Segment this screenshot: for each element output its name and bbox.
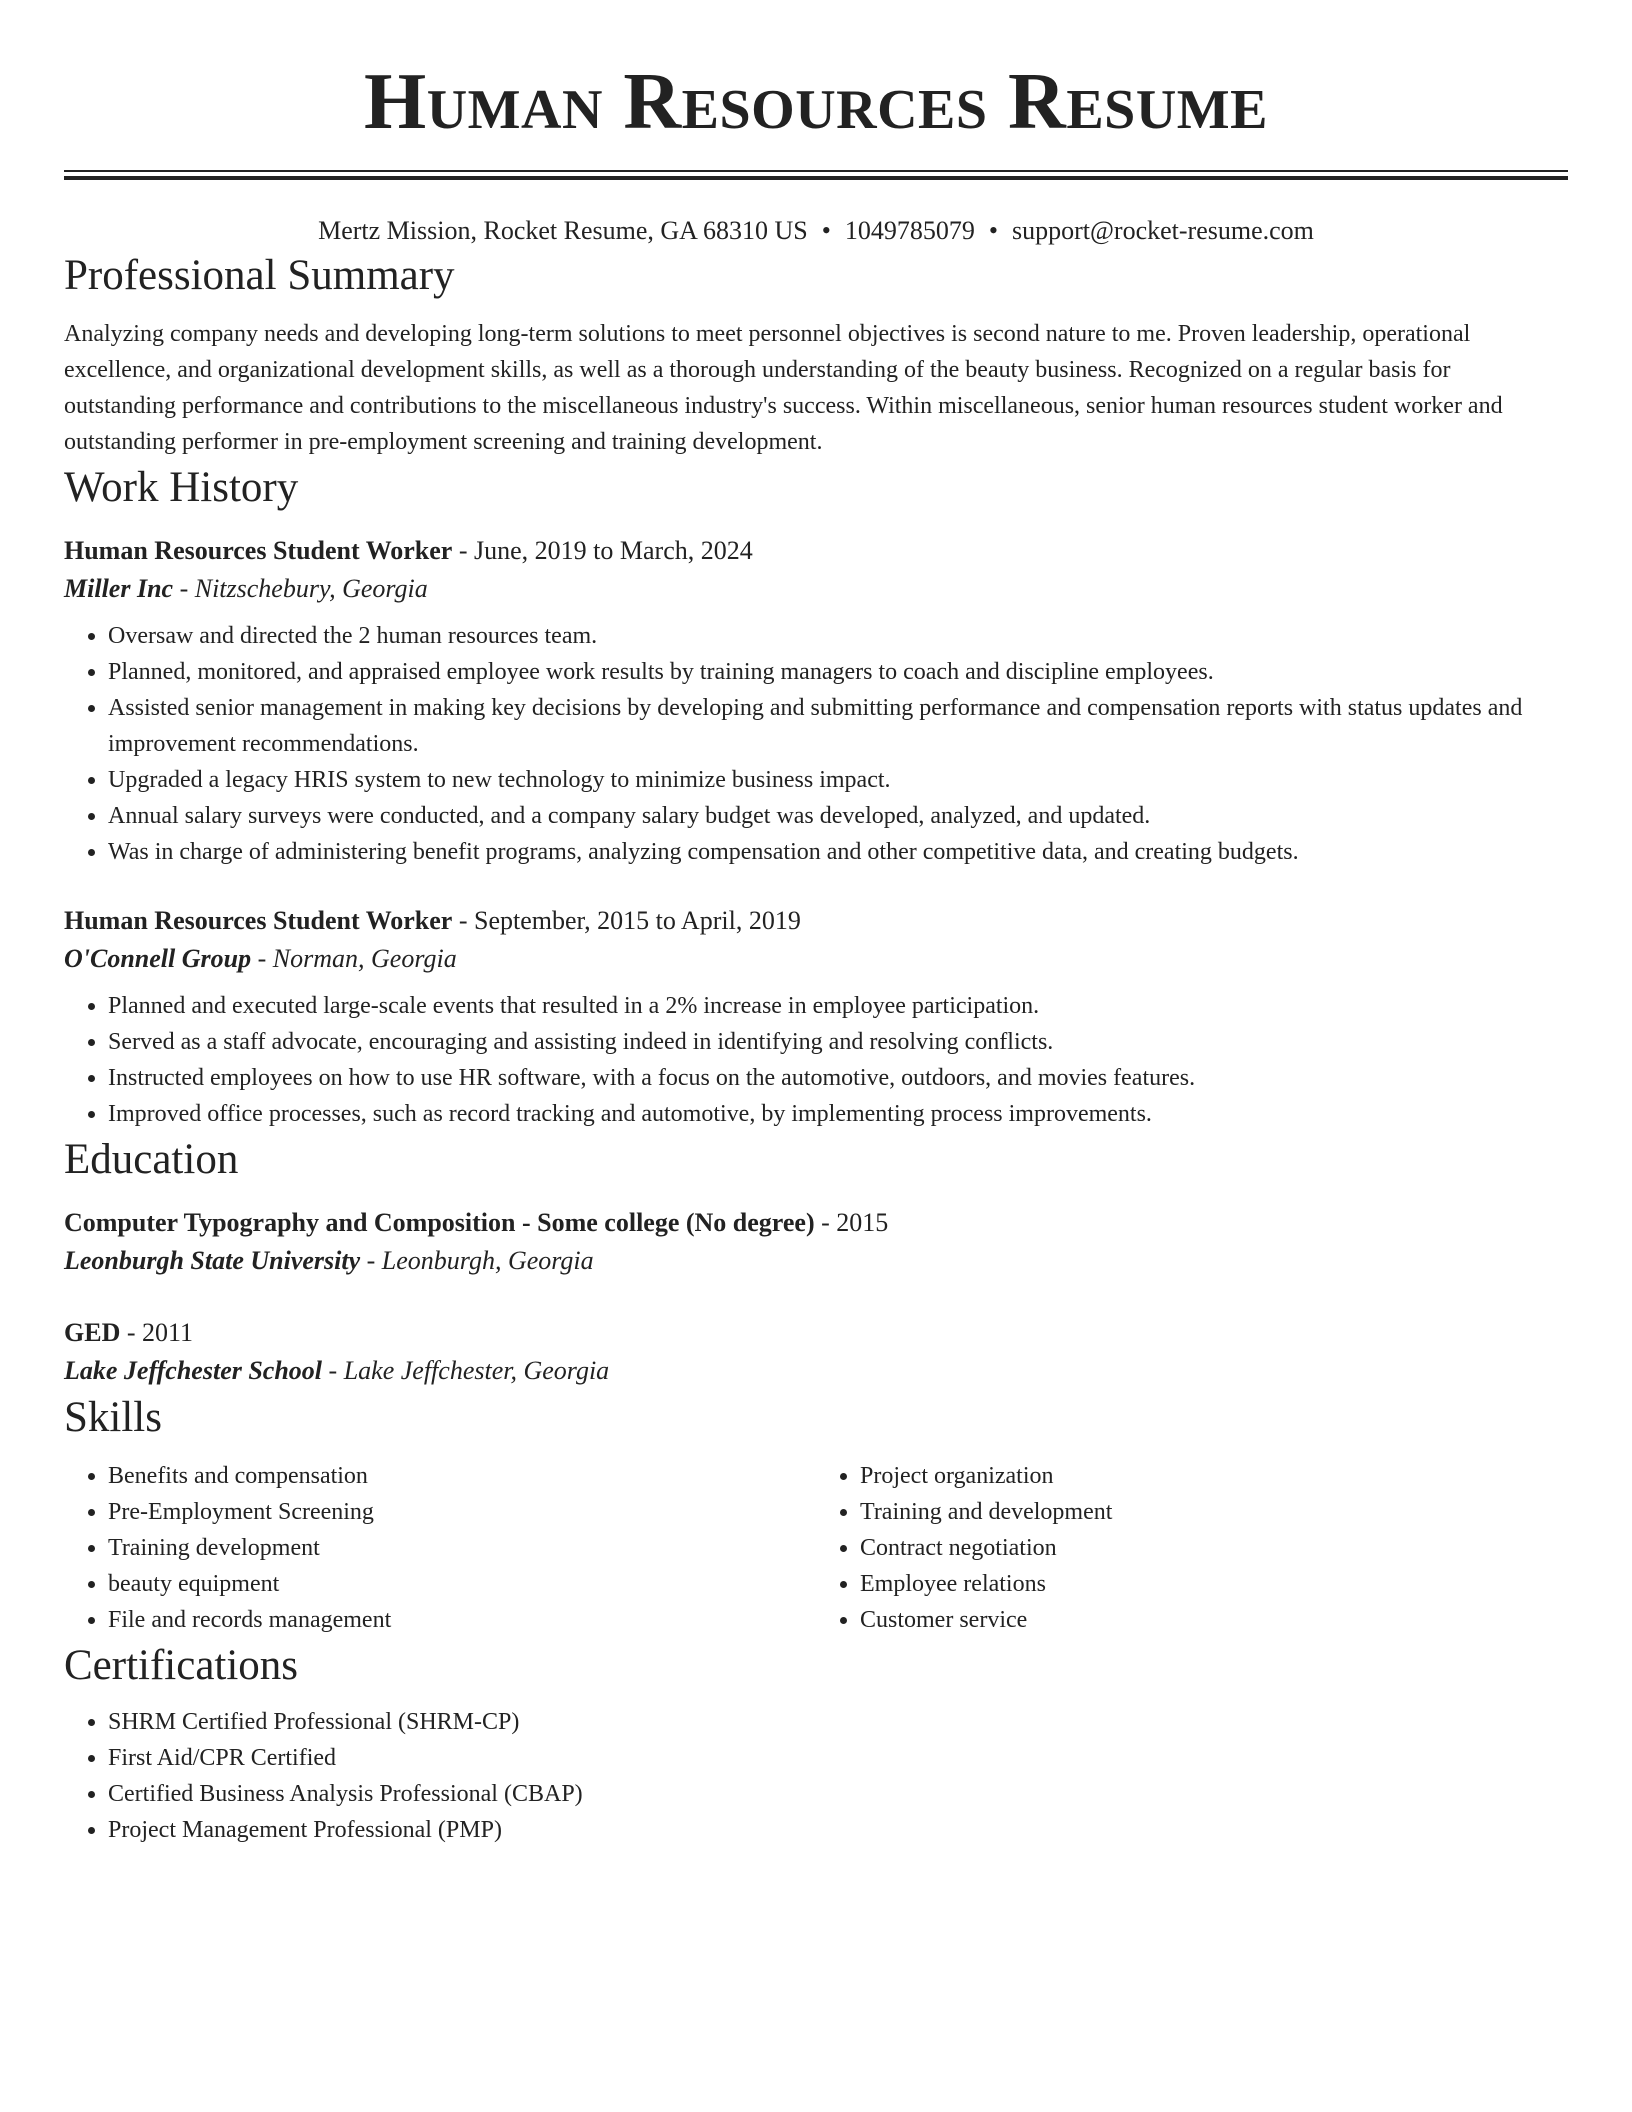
summary-heading: Professional Summary: [64, 252, 455, 299]
job-employer-line: [64, 570, 1568, 608]
skills-list-right: [816, 1458, 1568, 1638]
skill-item: • Employee relations: [860, 1566, 1568, 1602]
certifications-list: [64, 1704, 1568, 1848]
education-school-line: [64, 1352, 1568, 1390]
education-heading: Education: [64, 1136, 239, 1183]
education-year: - 2011: [120, 1318, 194, 1347]
education-header: [64, 1314, 1568, 1352]
job-header: [64, 902, 1568, 940]
job-title: Human Resources Student Worker: [64, 906, 453, 935]
contact-address: Mertz Mission, Rocket Resume, GA 68310 US: [318, 216, 808, 245]
job-header: [64, 532, 1568, 570]
contact-line: [64, 214, 1568, 248]
job-duty: • Oversaw and directed the 2 human resources team.: [108, 618, 1568, 654]
skill-item: • File and records management: [108, 1602, 816, 1638]
education-entry: [64, 1204, 1568, 1280]
education-header: [64, 1204, 1568, 1242]
education-location: - Lake Jeffchester, Georgia: [322, 1356, 610, 1385]
job-duty: • Instructed employees on how to use HR software, with a focus on the automotive, outdoors, and movies features.: [108, 1060, 1568, 1096]
job-employer-line: [64, 940, 1568, 978]
skill-item: • Contract negotiation: [860, 1530, 1568, 1566]
education-school: Leonburgh State University: [64, 1246, 361, 1275]
job-duties-list: [64, 988, 1568, 1132]
education-school: Lake Jeffchester School: [64, 1356, 323, 1385]
skill-item: • Project organization: [860, 1458, 1568, 1494]
skill-item: • Pre-Employment Screening: [108, 1494, 816, 1530]
job-company: O'Connell Group: [64, 944, 252, 973]
job-duty: • Planned, monitored, and appraised employee work results by training managers to coach and discipline employees.: [108, 654, 1568, 690]
education-school-line: [64, 1242, 1568, 1280]
job-company: Miller Inc: [64, 574, 174, 603]
education-year: - 2015: [814, 1208, 889, 1237]
education-entry: [64, 1314, 1568, 1390]
contact-phone: 1049785079: [844, 216, 975, 245]
skill-item: • Benefits and compensation: [108, 1458, 816, 1494]
education-degree: Computer Typography and Composition - Some college (No degree): [64, 1208, 815, 1237]
job-duty: • Improved office processes, such as record tracking and automotive, by implementing process improvements.: [108, 1096, 1568, 1132]
certification-item: • First Aid/CPR Certified: [108, 1740, 1568, 1776]
education-location: - Leonburgh, Georgia: [360, 1246, 594, 1275]
skills-grid: [64, 1458, 1568, 1638]
job-location: - Nitzschebury, Georgia: [173, 574, 428, 603]
job-duty: • Served as a staff advocate, encouraging and assisting indeed in identifying and resolving conflicts.: [108, 1024, 1568, 1060]
job-entry: [64, 902, 1568, 1132]
job-location: - Norman, Georgia: [251, 944, 457, 973]
job-duty: • Planned and executed large-scale events that resulted in a 2% increase in employee participation.: [108, 988, 1568, 1024]
title-divider: [64, 170, 1568, 180]
skills-list-left: [64, 1458, 816, 1638]
certifications-heading: Certifications: [64, 1642, 299, 1689]
skill-item: • Customer service: [860, 1602, 1568, 1638]
summary-text: Analyzing company needs and developing long-term solutions to meet personnel objectives is second nature to me. Proven leadership, operational excellence, and organizational development skills, as well as a thorough understanding of the beauty business. Recognized on a regular basis for outstanding performance and contributions to the miscellaneous industry's success. Within miscellaneous, senior human resources student worker and outstanding performer in pre-employment screening and training development.: [64, 321, 1503, 455]
skill-item: • Training development: [108, 1530, 816, 1566]
job-duty: • Was in charge of administering benefit programs, analyzing compensation and other competitive data, and creating budgets.: [108, 834, 1568, 870]
job-dates: - September, 2015 to April, 2019: [452, 906, 801, 935]
job-duty: • Annual salary surveys were conducted, and a company salary budget was developed, analyzed, and updated.: [108, 798, 1568, 834]
job-duties-list: [64, 618, 1568, 870]
contact-separator: •: [821, 216, 831, 245]
skill-item: • beauty equipment: [108, 1566, 816, 1602]
skills-heading: Skills: [64, 1394, 162, 1441]
work-history-heading: Work History: [64, 464, 299, 511]
certification-item: • Certified Business Analysis Professional (CBAP): [108, 1776, 1568, 1812]
skill-item: • Training and development: [860, 1494, 1568, 1530]
certification-item: • SHRM Certified Professional (SHRM-CP): [108, 1704, 1568, 1740]
certification-item: • Project Management Professional (PMP): [108, 1812, 1568, 1848]
resume-title: Human Resources Resume: [364, 58, 1268, 146]
job-title: Human Resources Student Worker: [64, 536, 453, 565]
job-duty: • Upgraded a legacy HRIS system to new technology to minimize business impact.: [108, 762, 1568, 798]
contact-separator: •: [988, 216, 998, 245]
education-degree: GED: [64, 1318, 121, 1347]
job-dates: - June, 2019 to March, 2024: [452, 536, 753, 565]
job-entry: [64, 532, 1568, 870]
job-duty: • Assisted senior management in making key decisions by developing and submitting performance and compensation reports with status updates and improvement recommendations.: [108, 690, 1568, 762]
contact-email[interactable]: support@rocket-resume.com: [1011, 216, 1314, 245]
